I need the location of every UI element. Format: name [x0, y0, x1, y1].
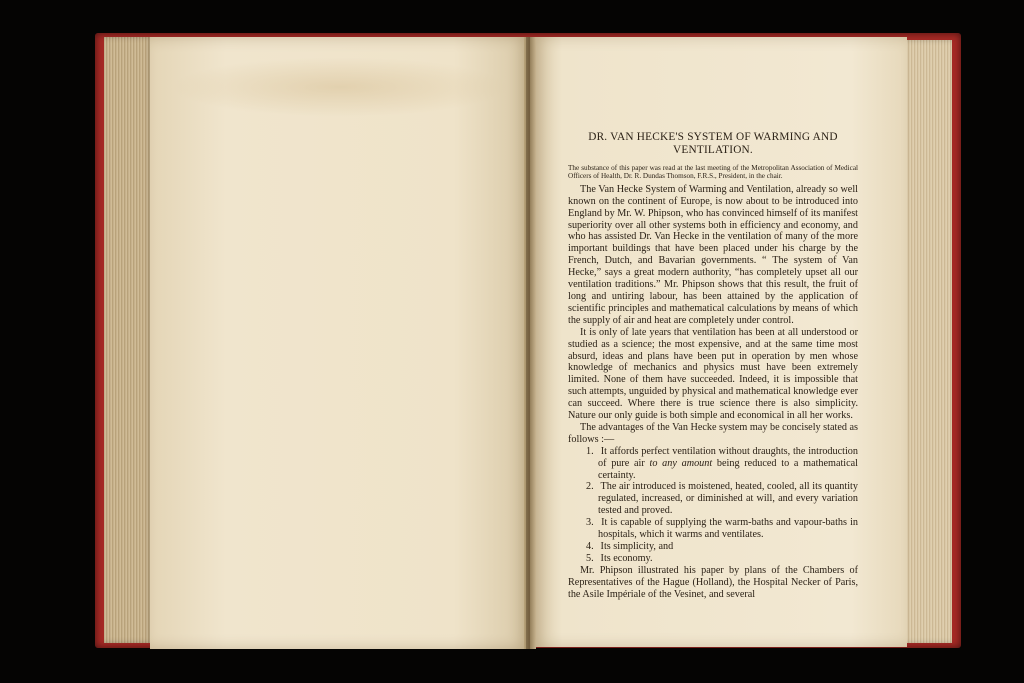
list-item: 1. It affords perfect ventilation without draughts, the introduction of pure air to any amount being reduced to a mathematical certainty.: [586, 445, 859, 481]
left-page: [150, 37, 530, 649]
article-note: The substance of this paper was read at the last meeting of the Metropolitan Association of Medical Officers of Health, Dr. R. Dundas Thomson, F.R.S., President, in the chair.: [568, 164, 858, 181]
list-item: 4. Its simplicity, and: [586, 541, 674, 552]
list-item: 5. Its economy.: [586, 552, 653, 564]
article-title: DR. VAN HECKE'S SYSTEM OF WARMING AND VENTILATION.: [588, 131, 838, 156]
page-stain: [170, 57, 510, 117]
paragraph-2: It is only of late years that ventilation has been at all understood or studied as a science; the most expensive, and at the same time most absurd, ideas and plans have been put in operation by men whose knowledge of mechanics and physics must have been extremely limited. None of them have succeeded. Indeed, it is impossible that such attempts, unguided by physical and mathematical knowledge ever can succeed. Where there is true science there is also simplicity. Nature our only guide is both simple and economical in all her works.: [568, 326, 858, 422]
advantages-list: [568, 446, 858, 565]
spine-shadow: [526, 37, 530, 649]
article-body: [568, 131, 858, 601]
paragraph-3: The advantages of the Van Hecke system may be concisely stated as follows :—: [568, 421, 858, 445]
list-item: 3. It is capable of supplying the warm-baths and vapour-baths in hospitals, which it warms and ventilates.: [586, 517, 859, 541]
left-page-edges: [104, 37, 154, 643]
paragraph-1: The Van Hecke System of Warming and Ventilation, already so well known on the continent of Europe, is now about to be introduced into England by Mr. W. Phipson, who has convinced himself of its manifest superiority over all other systems both in efficiency and economy, and who has assisted Dr. Van Hecke in the ventilation of many of the more important buildings that have been placed under his charge by the French, Dutch, and Bavarian governments. “ The system of Van Hecke,” says a great modern authority, “has completely upset all our ventilation traditions.” Mr. Phipson shows that this result, the fruit of long and untiring labour, has been attained by the application of scientific principles and mathematical calculations by means of which the supply of air and heat are completely under control.: [568, 183, 858, 326]
paragraph-4: Mr. Phipson illustrated his paper by plans of the Chambers of Representatives of the Hague (Holland), the Hospital Necker of Paris, the Asile Impériale of the Vesinet, and several: [568, 564, 858, 600]
right-page-edges: [900, 40, 952, 643]
list-item: 2. The air introduced is moistened, heated, cooled, all its quantity regulated, increased, or diminished at will, and every variation tested and proved.: [586, 481, 858, 517]
